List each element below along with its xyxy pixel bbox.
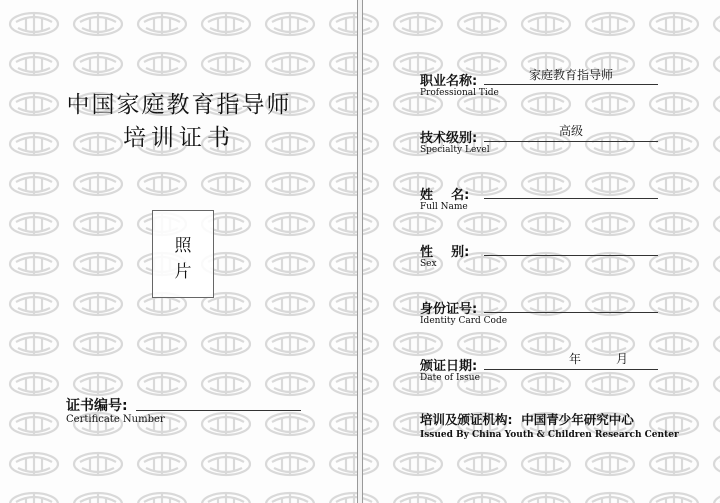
id-card-label-en: Identity Card Code xyxy=(420,316,508,326)
full-name-label-en: Full Name xyxy=(420,202,468,212)
professional-title-value: 家庭教育指导师 xyxy=(528,68,613,82)
professional-title-label: 职业名称: xyxy=(420,74,478,89)
sex-label-en: Sex xyxy=(420,259,437,269)
certificate-title-line1: 中国家庭教育指导师 xyxy=(66,92,292,118)
id-card-line xyxy=(484,312,658,313)
date-month-label: 月 xyxy=(615,352,628,366)
right-page xyxy=(362,0,720,503)
professional-title-line xyxy=(484,84,658,85)
specialty-level-line xyxy=(484,141,658,142)
certificate-number-label-en: Certificate Number xyxy=(66,414,165,425)
certificate-number-label: 证书编号: xyxy=(66,398,128,414)
photo-placeholder xyxy=(152,210,214,298)
date-of-issue-label: 颁证日期: xyxy=(420,359,478,374)
date-year-label: 年 xyxy=(568,352,581,366)
date-of-issue-label-en: Date of Issue xyxy=(420,373,480,383)
full-name-label: 姓 名: xyxy=(420,188,470,203)
left-page xyxy=(0,0,358,503)
issuer-label: 培训及颁证机构: 中国青少年研究中心 xyxy=(420,412,634,427)
id-card-label: 身份证号: xyxy=(420,302,478,317)
specialty-level-value: 高级 xyxy=(558,124,583,138)
specialty-level-label-en: Specialty Level xyxy=(420,145,490,155)
professional-title-label-en: Professional Tide xyxy=(420,88,499,98)
sex-label: 性 别: xyxy=(420,245,470,260)
photo-label-2: 片 xyxy=(174,262,192,282)
date-of-issue-line xyxy=(484,369,658,370)
specialty-level-label: 技术级别: xyxy=(420,131,478,146)
issuer-label-en: Issued By China Youth & Children Research Center xyxy=(420,430,679,440)
certificate-title-line2: 培训证书 xyxy=(123,125,235,151)
sex-line xyxy=(484,255,658,256)
full-name-line xyxy=(484,198,658,199)
photo-label-1: 照 xyxy=(174,236,192,256)
certificate-number-line xyxy=(136,410,301,411)
